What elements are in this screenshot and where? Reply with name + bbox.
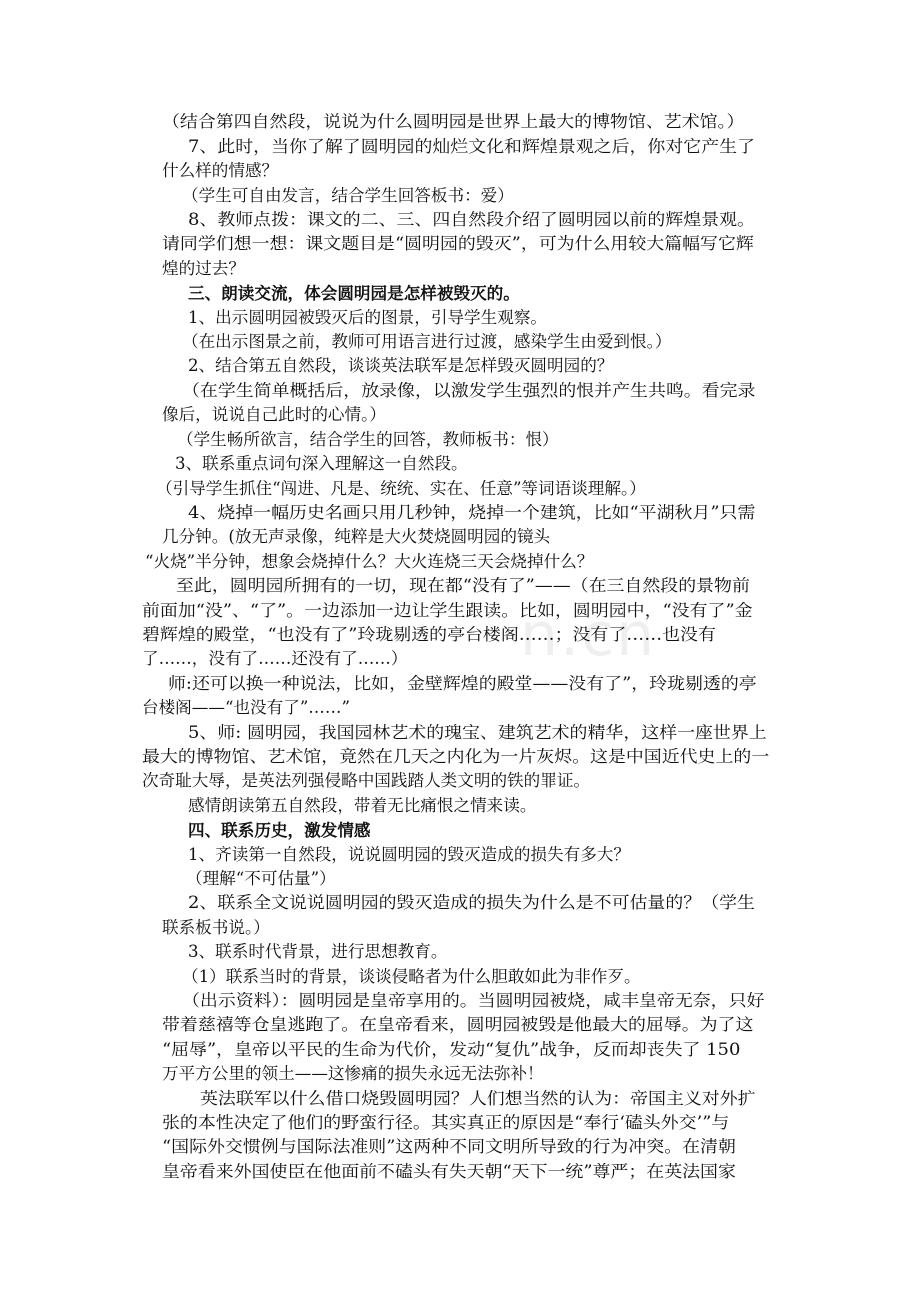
- text-line: 感情朗读第五自然段，带着无比痛恨之情来读。: [188, 796, 537, 815]
- text-line: 5、师: 圆明园，我国园林艺术的瑰宝、建筑艺术的精华，这样一座世界上: [188, 723, 767, 742]
- text-line: 最大的博物馆、艺术馆，竟然在几天之内化为一片灰烬。这是中国近代史上的一: [142, 747, 770, 766]
- text-line: （理解“不可估量”）: [186, 869, 336, 888]
- text-line: 4、烧掉一幅历史名画只用几秒钟，烧掉一个建筑，比如“平湖秋月”只需: [188, 503, 756, 522]
- text-line: 几分钟。(放无声录像，纯粹是大火焚烧圆明园的镜头: [162, 527, 551, 546]
- text-line: 请同学们想一想：课文题目是“圆明园的毁灭”，可为什么用较大篇幅写它辉: [162, 234, 754, 253]
- section-heading: 四、联系历史，激发情感: [188, 820, 371, 840]
- text-line: 万平方公里的领土——这惨痛的损失永远无法弥补！: [162, 1064, 544, 1083]
- text-line: 什么样的情感？: [162, 161, 279, 180]
- text-line: 1、齐读第一自然段，说说圆明园的毁灭造成的损失有多大？: [188, 845, 630, 864]
- text-line: 台楼阁——“也没有了”……”: [142, 698, 350, 717]
- text-line: 煌的过去？: [162, 259, 245, 278]
- text-line: 像后，说说自己此时的心情。）: [162, 405, 387, 424]
- text-line: （引导学生抓住“闯进、凡是、统统、实在、任意”等词语谈理解。）: [156, 479, 646, 498]
- text-line: （学生可自由发言，结合学生回答板书：爱）: [182, 186, 514, 205]
- text-line: 碧辉煌的殿堂，“也没有了”玲珑剔透的亭台楼阁……；没有了……也没有: [142, 625, 716, 644]
- text-line: 带着慈禧等仓皇逃跑了。在皇帝看来，圆明园被毁是他最大的屈辱。为了这: [162, 1015, 754, 1034]
- text-line: 2、联系全文说说圆明园的毁灭造成的损失为什么是不可估量的？（学生: [188, 893, 755, 912]
- text-line: 师:还可以换一种说法，比如，金壁辉煌的殿堂——没有了”，玲珑剔透的亭: [168, 674, 757, 693]
- text-line: 3、联系重点词句深入理解这一自然段。: [175, 454, 468, 473]
- text-line: （结合第四自然段，说说为什么圆明园是世界上最大的博物馆、艺术馆。）: [162, 112, 745, 131]
- text-line: 至此，圆明园所拥有的一切，现在都“没有了”——（在三自然段的景物前: [176, 576, 750, 595]
- text-line: 了……，没有了……还没有了……）: [142, 649, 408, 668]
- section-heading: 三、朗读交流，体会圆明园是怎样被毁灭的。: [188, 283, 520, 303]
- text-line: 联系板书说。）: [162, 918, 270, 937]
- text-line: 皇帝看来外国使臣在他面前不磕头有失天朝“天下一统”尊严；在英法国家: [162, 1162, 736, 1181]
- text-line: 1、出示圆明园被毁灭后的图景，引导学生观察。: [188, 308, 548, 327]
- text-line: 英法联军以什么借口烧毁圆明园？人们想当然的认为：帝国主义对外扩: [200, 1089, 756, 1108]
- text-line: （在学生简单概括后，放录像，以激发学生强烈的恨并产生共鸣。看完录: [182, 381, 756, 400]
- text-line: 2、结合第五自然段，谈谈英法联军是怎样毁灭圆明园的？: [188, 356, 614, 375]
- text-line: 次奇耻大辱，是英法列强侵略中国践踏人类文明的铁的罪证。: [142, 771, 591, 790]
- watermark: n.cn: [520, 600, 657, 670]
- text-line: 3、联系时代背景，进行思想教育。: [188, 942, 448, 961]
- text-line: 8、教师点拨：课文的二、三、四自然段介绍了圆明园以前的辉煌景观。: [188, 210, 755, 229]
- text-line: “火烧”半分钟，想象会烧掉什么？大火连烧三天会烧掉什么？: [145, 552, 594, 571]
- text-line: （1）联系当时的背景，谈谈侵略者为什么胆敢如此为非作歹。: [182, 967, 641, 986]
- text-line: 张的本性决定了他们的野蛮行径。其实真正的原因是“奉行‘磕头外交’”与: [162, 1113, 730, 1132]
- text-line: 7、此时，当你了解了圆明园的灿烂文化和辉煌景观之后，你对它产生了: [188, 137, 755, 156]
- text-line: 前面加“没”、“了”。一边添加一边让学生跟读。比如，圆明园中，“没有了”金: [142, 601, 753, 620]
- text-line: “屈辱”，皇帝以平民的生命为代价，发动“复仇”战争，反而却丧失了 150: [162, 1040, 741, 1059]
- text-line: （出示资料）：圆明园是皇帝享用的。当圆明园被烧，咸丰皇帝无奈，只好: [182, 991, 765, 1010]
- text-line: “国际外交惯例与国际法准则”这两种不同文明所导致的行为冲突。在清朝: [162, 1137, 736, 1156]
- text-line: （在出示图景之前，教师可用语言进行过渡，感染学生由爱到恨。）: [182, 332, 672, 351]
- text-line: （学生畅所欲言，结合学生的回答，教师板书：恨）: [177, 430, 559, 449]
